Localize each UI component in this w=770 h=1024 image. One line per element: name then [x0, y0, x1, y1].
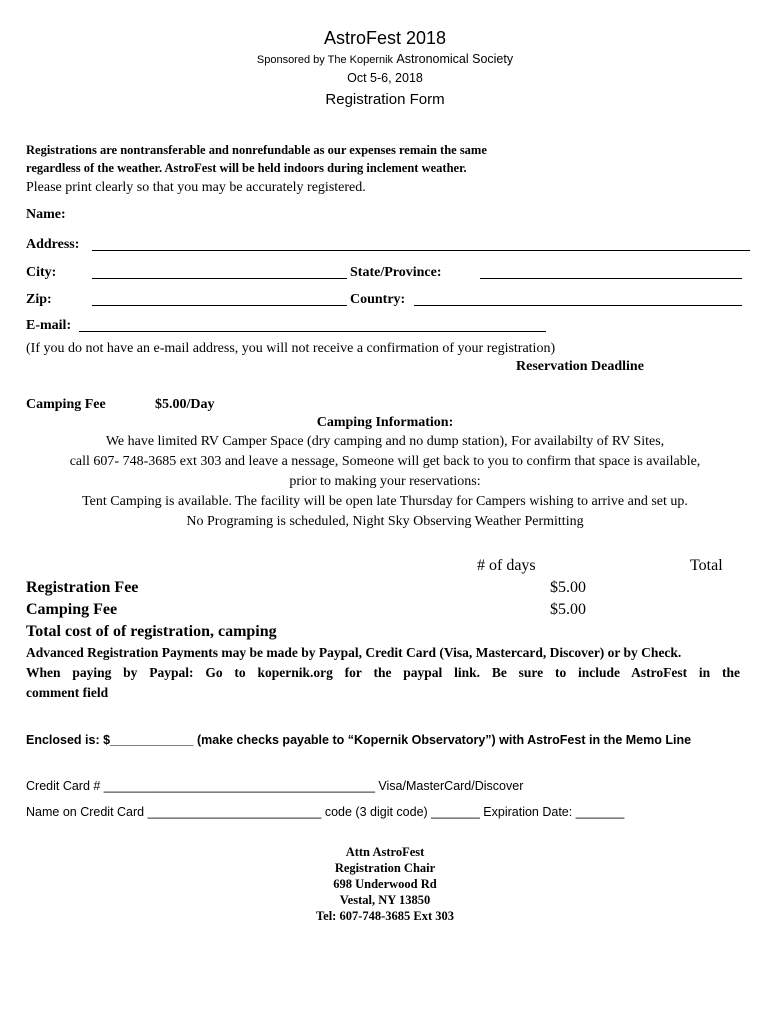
notice-line-2: regardless of the weather. AstroFest will be held indoors during inclement weather. — [26, 161, 467, 175]
camping-fee-rate: $5.00/Day — [155, 397, 215, 412]
mailing-line: Attn AstroFest — [345, 845, 425, 859]
mailing-line: Vestal, NY 13850 — [339, 893, 431, 907]
mailing-line: 698 Underwood Rd — [333, 877, 437, 891]
mailing-line: Tel: 607-748-3685 Ext 303 — [315, 909, 455, 923]
registration-fee-label: Registration Fee — [26, 579, 139, 596]
city-field[interactable] — [92, 278, 347, 279]
state-field[interactable] — [480, 278, 742, 279]
camping-info-line: We have limited RV Camper Space (dry camping and no dump station), For availabilty of RV Sites, — [105, 434, 665, 449]
sponsor-line — [0, 52, 770, 66]
reservation-deadline-label: Reservation Deadline — [516, 359, 644, 374]
mailing-line: Registration Chair — [334, 861, 436, 875]
total-cost-label: Total cost of of registration, camping — [26, 623, 277, 640]
camping-info-line: call 607- 748-3685 ext 303 and leave a nessage, Someone will get back to you to confirm that space is available, — [69, 454, 701, 469]
document-title: AstroFest 2018 — [323, 28, 447, 48]
advanced-payment-line-3: comment field — [26, 685, 109, 700]
country-field[interactable] — [414, 305, 742, 306]
email-note: (If you do not have an e-mail address, you will not receive a confirmation of your registration) — [26, 341, 556, 356]
credit-card-line: Credit Card # _______________________________________ Visa/MasterCard/Discover — [26, 779, 524, 793]
country-label: Country: — [350, 292, 406, 307]
address-label: Address: — [26, 237, 80, 252]
city-label: City: — [26, 265, 57, 280]
sponsor-prefix: Sponsored by The Kopernik — [256, 54, 394, 66]
name-label: Name: — [26, 207, 66, 222]
email-label: E-mail: — [26, 318, 72, 333]
form-title: Registration Form — [325, 91, 445, 108]
state-label: State/Province: — [350, 265, 442, 280]
email-field[interactable] — [79, 331, 546, 332]
advanced-payment-line-2: When paying by Paypal: Go to kopernik.org for the paypal link. Be sure to include AstroFest in the — [26, 665, 740, 680]
camping-info-title: Camping Information: — [316, 415, 454, 430]
camping-info-line: No Programing is scheduled, Night Sky Observing Weather Permitting — [186, 514, 584, 529]
notice-line-1: Registrations are nontransferable and nonrefundable as our expenses remain the same — [26, 143, 487, 157]
registration-fee-value: $5.00 — [550, 579, 586, 596]
address-field[interactable] — [92, 250, 750, 251]
advanced-payment-line-1: Advanced Registration Payments may be made by Paypal, Credit Card (Visa, Mastercard, Discover) or by Check. — [26, 645, 682, 660]
print-clearly-note: Please print clearly so that you may be accurately registered. — [26, 180, 366, 195]
camping-info-line: prior to making your reservations: — [289, 474, 481, 489]
sponsor-suffix: Astronomical Society — [396, 52, 514, 66]
camping-info-line: Tent Camping is available. The facility will be open late Thursday for Campers wishing to arrive and set up. — [82, 494, 688, 509]
camping-fee-value: $5.00 — [550, 601, 586, 618]
name-on-card-line: Name on Credit Card _________________________ code (3 digit code) _______ Expiration Date: _______ — [26, 805, 625, 819]
zip-label: Zip: — [26, 292, 52, 307]
days-column-header: # of days — [477, 557, 536, 574]
camping-fee-label: Camping Fee — [26, 397, 106, 412]
event-dates: Oct 5-6, 2018 — [347, 71, 423, 85]
total-column-header: Total — [690, 557, 723, 574]
enclosed-check-line: Enclosed is: $____________ (make checks payable to “Kopernik Observatory”) with AstroFest in the Memo Line — [26, 733, 692, 747]
camping-fee-total-label: Camping Fee — [26, 601, 118, 618]
zip-field[interactable] — [92, 305, 347, 306]
